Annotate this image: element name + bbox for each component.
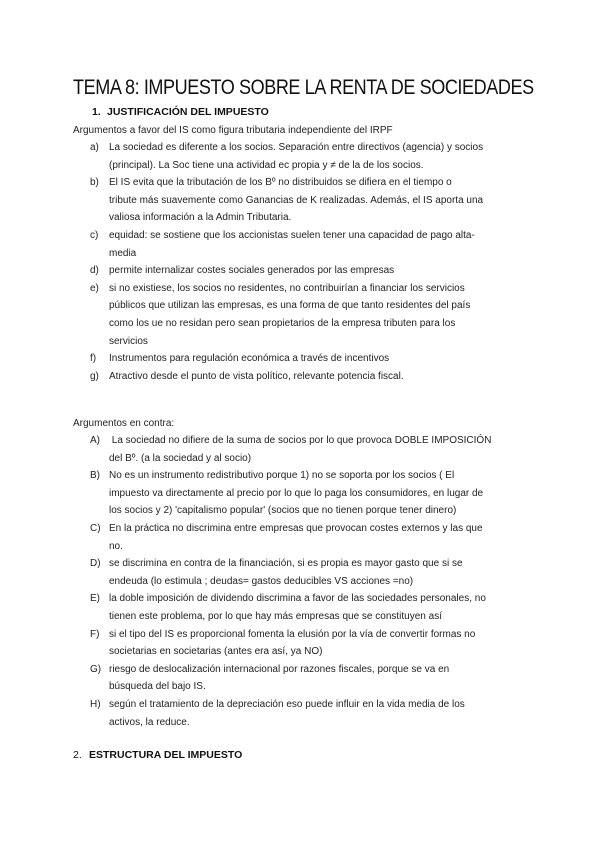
favor-item	[90, 139, 530, 174]
favor-intro: Argumentos a favor del IS como figura tributaria independiente del IRPF	[73, 125, 393, 136]
text-line: según el tratamiento de la depreciación eso puede influir en la vida media de los	[109, 698, 465, 710]
contra-item	[90, 520, 530, 555]
list-item-text	[109, 467, 530, 520]
list-marker: C)	[90, 522, 101, 534]
text-line: societarias en societarias (antes era así, ya NO)	[109, 646, 323, 658]
list-item-text	[109, 661, 530, 696]
text-line: En la práctica no discrimina entre empresas que provocan costes externos y las que	[109, 522, 483, 534]
text-line: se discrimina en contra de la financiación, si es propia es mayor gasto que si se	[109, 558, 463, 570]
list-item-text	[109, 174, 530, 227]
text-line: si el tipo del IS es proporcional fomenta la elusión por la vía de convertir formas no	[109, 628, 476, 640]
contra-list	[90, 432, 530, 731]
text-line: media	[109, 247, 137, 259]
list-item-text	[109, 262, 530, 280]
text-line: endeuda (lo estimula ; deudas= gastos deducibles VS acciones =no)	[109, 575, 414, 587]
text-line: no.	[109, 540, 123, 552]
list-marker: B)	[90, 470, 100, 482]
list-marker: F)	[90, 628, 100, 640]
list-marker: d)	[90, 265, 99, 277]
page-title: TEMA 8: IMPUESTO SOBRE LA RENTA DE SOCIEDADES	[73, 76, 534, 99]
list-item-text	[109, 520, 530, 555]
list-item-text	[109, 368, 530, 386]
list-item-text	[109, 227, 530, 262]
section-1-number: 1.	[92, 106, 101, 118]
text-line: activos, la reduce.	[109, 716, 190, 728]
text-line: La sociedad no difiere de la suma de socios por lo que provoca DOBLE IMPOSICIÓN	[109, 435, 492, 446]
list-marker: G)	[90, 663, 102, 675]
text-line: si no existiese, los socios no residentes, no contribuirían a financiar los servicios	[109, 282, 465, 294]
list-marker: D)	[90, 558, 101, 570]
text-line: permite internalizar costes sociales generados por las empresas	[109, 265, 395, 277]
list-item-text	[109, 555, 530, 590]
favor-item	[90, 350, 530, 368]
list-marker: b)	[90, 177, 99, 189]
text-line: Atractivo desde el punto de vista político, relevante potencia fiscal.	[109, 370, 404, 382]
text-line: servicios	[109, 335, 148, 347]
text-line: equidad: se sostiene que los accionistas suelen tener una capacidad de pago alta-	[109, 229, 475, 241]
list-marker: a)	[90, 142, 99, 153]
list-item-text	[109, 626, 530, 661]
text-line: la doble imposición de dividendo discrimina a favor de las sociedades personales, no	[109, 593, 486, 605]
contra-item	[90, 555, 530, 590]
list-item-text	[109, 432, 530, 467]
text-line: No es un instrumento redistributivo porque 1) no se soporta por los socios ( El	[109, 470, 455, 482]
list-item-text	[109, 590, 530, 625]
list-marker: g)	[90, 370, 99, 382]
list-item-text	[109, 280, 530, 350]
text-line: (principal). La Soc tiene una actividad ec propia y ≠ de la de los socios.	[109, 159, 424, 171]
text-line: como los ue no residan pero sean propietarios de la empresa tributen para los	[109, 317, 456, 329]
section-1-heading	[92, 106, 269, 118]
list-marker: f)	[90, 353, 97, 365]
contra-item	[90, 661, 530, 696]
contra-intro: Argumentos en contra:	[73, 418, 175, 429]
favor-item	[90, 227, 530, 262]
contra-item	[90, 432, 530, 467]
text-line: La sociedad es diferente a los socios. Separación entre directivos (agencia) y socios	[109, 142, 484, 153]
list-marker: E)	[90, 593, 100, 605]
favor-item	[90, 262, 530, 280]
favor-item	[90, 174, 530, 227]
text-line: tribute más suavemente como Ganancias de K realizadas. Además, el IS aporta una	[109, 194, 484, 206]
list-marker: e)	[90, 282, 99, 294]
contra-item	[90, 590, 530, 625]
list-marker: A)	[90, 435, 100, 446]
text-line: tienen este problema, por lo que hay más empresas que se constituyen así	[109, 610, 442, 622]
section-1-title: JUSTIFICACIÓN DEL IMPUESTO	[107, 106, 269, 118]
text-line: El IS evita que la tributación de los Bº no distribuidos se difiera en el tiempo o	[109, 177, 452, 189]
favor-item	[90, 368, 530, 386]
section-2-heading	[73, 749, 242, 761]
text-line: los socios y 2) 'capitalismo popular' (socios que no tienen porque tener dinero)	[109, 505, 457, 517]
list-item-text	[109, 139, 530, 174]
text-line: Instrumentos para regulación económica a través de incentivos	[109, 353, 390, 365]
list-marker: c)	[90, 229, 99, 241]
list-item-text	[109, 350, 530, 368]
list-marker: H)	[90, 698, 101, 710]
text-line: públicos que utilizan las empresas, es una forma de que tanto residentes del país	[109, 300, 471, 312]
text-line: riesgo de deslocalización internacional por razones fiscales, porque se va en	[109, 663, 450, 675]
text-line: del Bº. (a la sociedad y al socio)	[109, 452, 252, 464]
text-line: valiosa información a la Admin Tributaria.	[109, 212, 292, 224]
section-2-title: ESTRUCTURA DEL IMPUESTO	[89, 749, 243, 761]
section-2-number: 2.	[73, 749, 82, 761]
contra-item	[90, 467, 530, 520]
favor-list	[90, 139, 530, 385]
text-line: impuesto va directamente al precio por lo que lo paga los consumidores, en lugar de	[109, 487, 484, 499]
list-item-text	[109, 696, 530, 731]
contra-item	[90, 626, 530, 661]
contra-item	[90, 696, 530, 731]
text-line: búsqueda del bajo IS.	[109, 681, 206, 693]
favor-item	[90, 280, 530, 350]
